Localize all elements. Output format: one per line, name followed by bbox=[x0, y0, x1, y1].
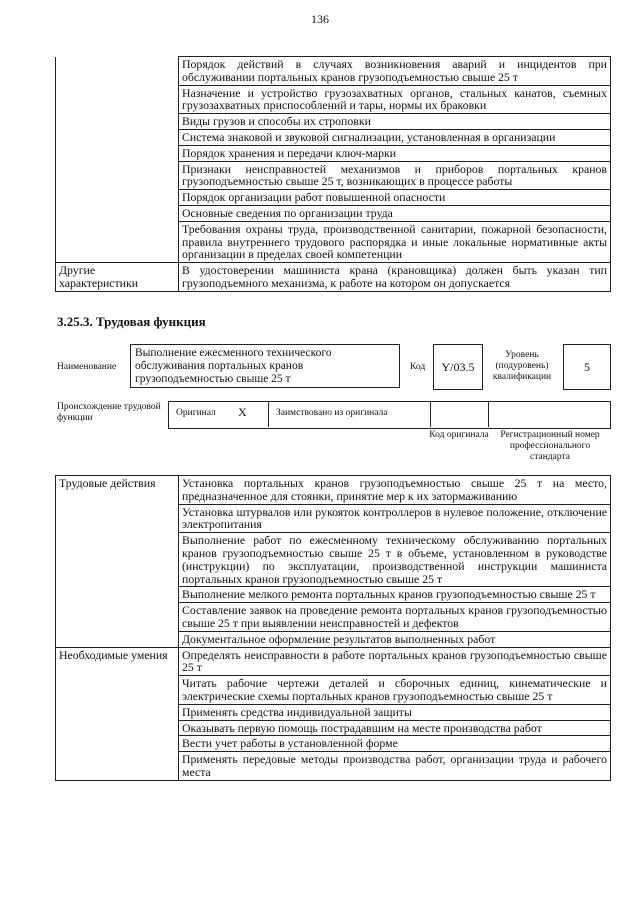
skill-item: Применять средства индивидуальной защиты bbox=[179, 704, 611, 720]
knowledge-item: Система знаковой и звуковой сигнализации, установленная в организации bbox=[179, 129, 611, 145]
knowledge-item: Порядок действий в случаях возникновения аварий и инцидентов при обслуживании портальных кранов грузоподъемностью свыше 25 т bbox=[179, 57, 611, 86]
other-characteristics-label: Другие характеристики bbox=[56, 263, 179, 292]
origin-row bbox=[168, 401, 611, 429]
borrowed-label: Заимствовано из оригинала bbox=[276, 408, 388, 418]
action-item: Выполнение работ по ежесменному техническому обслуживанию портальных кранов грузоподъемностью свыше 25 т в объеме, установленном в руководстве (инструкции) по эксплуатации, производственной инструкции машиниста портальных кранов грузоподъемностью свыше 25 т bbox=[179, 533, 611, 587]
knowledge-item: Назначение и устройство грузозахватных органов, стальных канатов, съемных грузозахватных приспособлений и тары, нормы их браковки bbox=[179, 85, 611, 114]
empty-label-cell bbox=[56, 57, 179, 263]
origin-divider bbox=[430, 401, 431, 427]
level-label: Уровень (подуровень) квалификации bbox=[492, 350, 552, 382]
name-label: Наименование bbox=[57, 362, 117, 372]
knowledge-item: Порядок хранения и передачи ключ-марки bbox=[179, 145, 611, 161]
action-item: Установка штурвалов или рукояток контроллеров в нулевое положение, отключение электропитания bbox=[179, 504, 611, 533]
code-label: Код bbox=[410, 362, 426, 372]
knowledge-item: Виды грузов и способы их строповки bbox=[179, 114, 611, 130]
actions-label: Трудовые действия bbox=[56, 476, 179, 648]
section-title: 3.25.3. Трудовая функция bbox=[57, 314, 206, 329]
original-mark: X bbox=[238, 405, 247, 419]
reg-number-caption: Регистрационный номер профессионального стандарта bbox=[500, 430, 600, 462]
function-name: Выполнение ежесменного технического обслуживания портальных кранов грузоподъемностью свыше 25 т bbox=[130, 344, 400, 388]
knowledge-item: Порядок организации работ повышенной опасности bbox=[179, 190, 611, 206]
action-item: Выполнение мелкого ремонта портальных кранов грузоподъемностью свыше 25 т bbox=[179, 587, 611, 603]
other-characteristics-text: В удостоверении машиниста крана (крановщика) должен быть указан тип грузоподъемного механизма, к работе на котором он допускается bbox=[179, 263, 611, 292]
action-item: Установка портальных кранов грузоподъемностью свыше 25 т на место, предназначенное для стоянки, принятие мер к их затормаживанию bbox=[179, 476, 611, 505]
knowledge-item: Требования охраны труда, производственной санитарии, пожарной безопасности, правила внутреннего трудового распорядка и иные локальные нормативные акты организации в пределах своей компетенции bbox=[179, 221, 611, 262]
skill-item: Оказывать первую помощь пострадавшим на месте производства работ bbox=[179, 720, 611, 736]
function-table bbox=[55, 475, 611, 781]
code-origin-caption: Код оригинала bbox=[429, 430, 489, 440]
action-item: Документальное оформление результатов выполненных работ bbox=[179, 631, 611, 647]
original-label: Оригинал bbox=[176, 408, 216, 418]
skill-item: Вести учет работы в установленной форме bbox=[179, 736, 611, 752]
origin-divider bbox=[488, 401, 489, 427]
knowledge-item: Основные сведения по организации труда bbox=[179, 205, 611, 221]
skill-item: Применять передовые методы производства работ, организации труда и рабочего места bbox=[179, 752, 611, 781]
action-item: Составление заявок на проведение ремонта портальных кранов грузоподъемностью свыше 25 т при выявлении неисправностей и дефектов bbox=[179, 603, 611, 632]
origin-label: Происхождение трудовой функции bbox=[57, 402, 161, 423]
knowledge-table bbox=[55, 56, 611, 292]
level-value: 5 bbox=[563, 344, 611, 390]
function-code: Y/03.5 bbox=[433, 344, 483, 390]
origin-divider bbox=[268, 401, 269, 427]
skill-item: Читать рабочие чертежи деталей и сборочных единиц, кинематические и электрические схемы портальных кранов грузоподъемностью свыше 25 т bbox=[179, 676, 611, 705]
skill-item: Определять неисправности в работе портальных кранов грузоподъемностью свыше 25 т bbox=[179, 647, 611, 676]
skills-label: Необходимые умения bbox=[56, 647, 179, 780]
page-number: 136 bbox=[311, 12, 329, 26]
knowledge-item: Признаки неисправностей механизмов и приборов портальных кранов грузоподъемностью свыше 25 т, возникающих в процессе работы bbox=[179, 161, 611, 190]
